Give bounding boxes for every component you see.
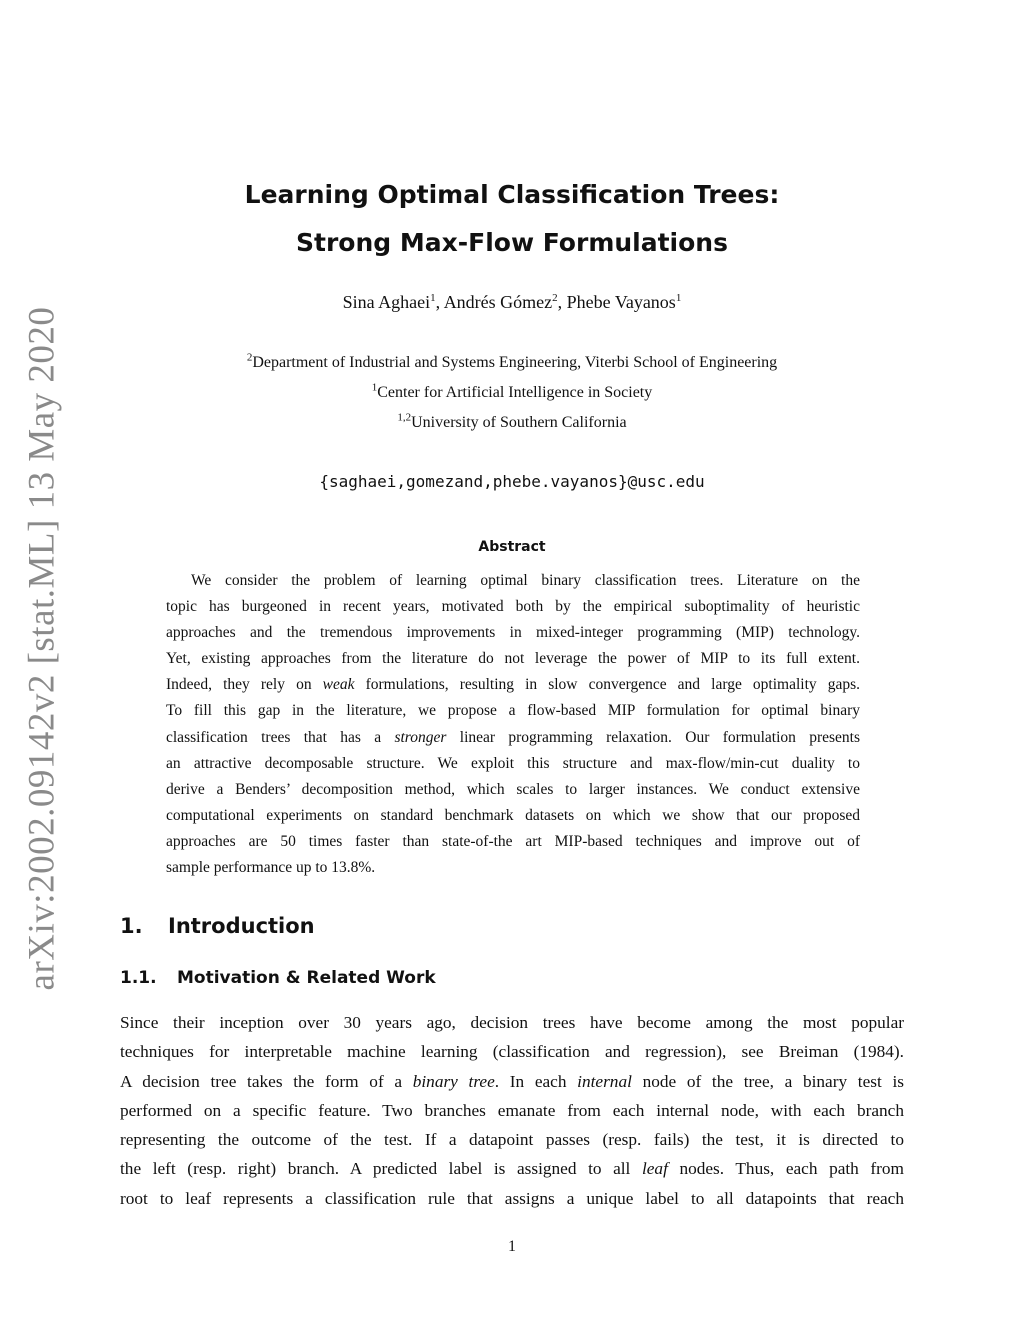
intro-line: A decision tree takes the form of a binary tree. In each internal node of the tree, a binary test is — [120, 1071, 904, 1091]
intro-line: techniques for interpretable machine learning (classification and regression), see Breiman (1984). — [120, 1042, 904, 1062]
author-list — [0, 292, 1024, 313]
abstract-line: classification trees that has a stronger linear programming relaxation. Our formulation presents — [166, 728, 860, 746]
abstract-line: Indeed, they rely on weak formulations, resulting in slow convergence and large optimality gaps. — [166, 676, 860, 694]
affiliation-3: $^{1,2}$University of Southern California — [397, 411, 627, 431]
abstract-line: We consider the problem of learning optimal binary classification trees. Literature on the — [191, 572, 860, 589]
arxiv-stamp-text: arXiv:2002.09142v2 [stat.ML] 13 May 2020 — [21, 306, 63, 990]
abstract-line: approaches and the tremendous improvements in mixed-integer programming (MIP) technology. — [166, 624, 860, 642]
abstract-line: derive a Benders’ decomposition method, which scales to larger instances. We conduct extensive — [166, 780, 860, 798]
affiliation-1: $^2$Department of Industrial and Systems Engineering, Viterbi School of Engineering — [246, 351, 778, 371]
abstract-line: computational experiments on standard benchmark datasets on which we show that our proposed — [166, 806, 860, 824]
abstract-line: approaches are 50 times faster than state-of-the art MIP-based techniques and improve out of — [166, 832, 860, 850]
abstract-line: sample performance up to 13.8%. — [166, 859, 376, 877]
author-3: Phebe Vayanos$^1$ — [566, 292, 682, 312]
subsection-heading: 1.1. Motivation & Related Work — [120, 968, 436, 988]
paper-title-line-1: Learning Optimal Classification Trees: — [244, 180, 780, 209]
abstract-line: Yet, existing approaches from the literature do not leverage the power of MIP to its full extent. — [166, 650, 860, 668]
author-emails: {saghaei,gomezand,phebe.vayanos}@usc.edu — [319, 472, 705, 491]
intro-line: root to leaf represents a classification rule that assigns a unique label to all datapoints that reach — [120, 1188, 904, 1208]
author-2: Andrés Gómez$^2$, — [443, 292, 567, 312]
intro-line: Since their inception over 30 years ago, decision trees have become among the most popular — [120, 1013, 904, 1032]
intro-line: the left (resp. right) branch. A predicted label is assigned to all leaf nodes. Thus, each path from — [120, 1159, 904, 1179]
author-1: Sina Aghaei$^1$, — [342, 292, 444, 312]
abstract-line: topic has burgeoned in recent years, motivated both by the empirical suboptimality of heuristic — [166, 598, 860, 616]
paper-title-line-2: Strong Max-Flow Formulations — [296, 228, 728, 257]
abstract-body — [166, 568, 860, 881]
intro-paragraph — [120, 1008, 904, 1213]
abstract-heading: Abstract — [478, 539, 546, 555]
intro-line: performed on a specific feature. Two branches emanate from each internal node, with each branch — [120, 1100, 904, 1120]
abstract-line: an attractive decomposable structure. We exploit this structure and max-flow/min-cut duality to — [166, 754, 860, 772]
affiliation-2: $^1$Center for Artificial Intelligence in Society — [371, 381, 653, 401]
intro-line: representing the outcome of the test. If a datapoint passes (resp. fails) the test, it is directed to — [120, 1130, 904, 1150]
section-heading: 1. Introduction — [120, 914, 315, 938]
page-number: 1 — [508, 1238, 516, 1255]
abstract-line: To fill this gap in the literature, we propose a flow-based MIP formulation for optimal binary — [166, 702, 860, 720]
